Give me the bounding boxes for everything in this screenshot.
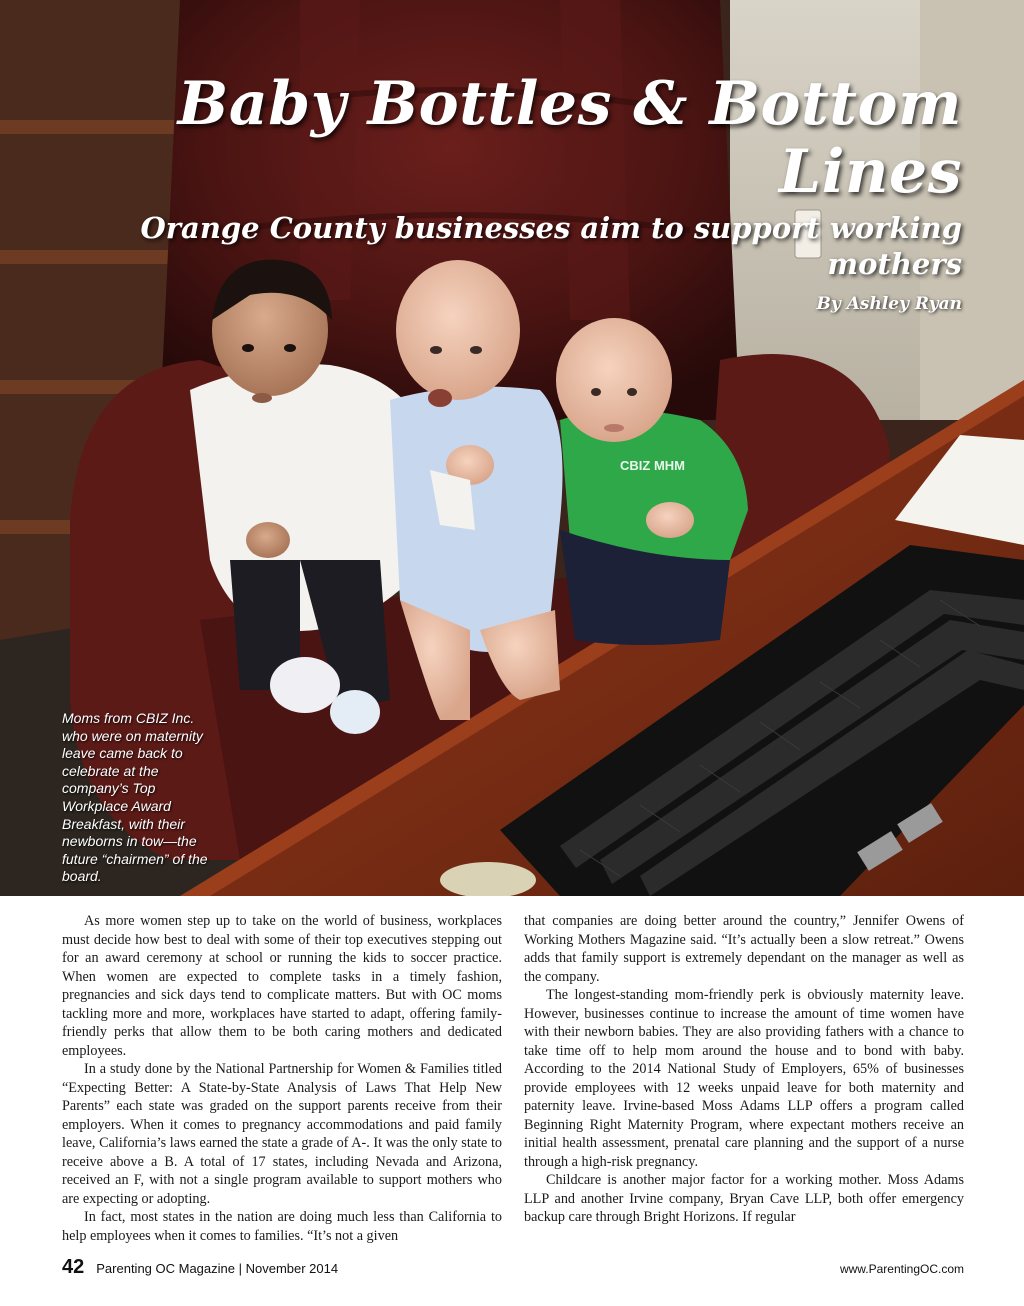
footer-left: [62, 1256, 338, 1279]
article-body: [62, 912, 964, 1252]
article-byline: By Ashley Ryan: [816, 294, 962, 314]
paragraph: The longest-standing mom-friendly perk is obviously maternity leave. However, businesses continue to increase the amount of time women have with their newborn babies. They are also providing fathers with a chance to take time off to help mom around the house and to bond with baby. According to the 2014 National Study of Employers, 65% of businesses provide employees with 12 weeks unpaid leave for both maternity and paternity leave. Irvine-based Moss Adams LLP offers a program called Beginning Right Maternity Program, where expectant mothers receive an initial health assessment, prenatal care planning and the support of a nurse through a high-risk pregnancy.: [524, 987, 964, 1170]
headline-block: [0, 70, 962, 316]
article-title: Baby Bottles & Bottom Lines: [177, 69, 962, 207]
paragraph: As more women step up to take on the world of business, workplaces must decide how best to deal with some of their top executives stepping out for an award ceremony at school or running the kids to soccer practice. When women are expected to complete tasks in a timely fashion, pregnancies and sick days tend to complicate matters. But with OC moms tackling more and more, workplaces have started to adapt, offering family-friendly perks that allow them to be both caring mothers and dedicated employees.: [62, 913, 502, 1059]
paragraph: that companies are doing better around the country,” Jennifer Owens of Working Mothers Magazine said. “It’s actually been a slow retreat.” Owens adds that family support is extremely dependant on the manager as well as the company.: [524, 913, 964, 985]
paragraph: Childcare is another major factor for a working mother. Moss Adams LLP and another Irvine company, Bryan Cave LLP, both offer emergency backup care through Bright Horizons. If regular: [524, 1172, 964, 1225]
page-number: 42: [62, 1256, 85, 1278]
publication-info: Parenting OC Magazine | November 2014: [96, 1261, 339, 1276]
article-column-right: [524, 912, 964, 1252]
article-column-left: [62, 912, 502, 1252]
paragraph: In a study done by the National Partnership for Women & Families titled “Expecting Better: A State-by-State Analysis of Laws That Help New Parents” each state was graded on the support parents receive from their employers. When it comes to pregnancy accommodations and paid family leave, California’s laws earned the state a grade of A-. It was the only state to receive above a B. A total of 17 states, including Nevada and Arizona, received an F, with not a single program available to support mothers who are expecting or adopting.: [62, 1061, 502, 1207]
shirt-logo-text: CBIZ MHM: [620, 458, 685, 473]
article-subtitle: Orange County businesses aim to support working mothers: [140, 211, 962, 281]
photo-caption: Moms from CBIZ Inc. who were on maternity leave came back to celebrate at the company’s Top Workplace Award Breakfast, with their newborns in tow—the future “chairmen” of the board.: [62, 710, 208, 885]
website-link[interactable]: www.ParentingOC.com: [839, 1262, 964, 1276]
page-footer: [62, 1256, 964, 1280]
paragraph: In fact, most states in the nation are doing much less than California to help employees when it comes to families. “It’s not a given: [62, 1209, 502, 1244]
